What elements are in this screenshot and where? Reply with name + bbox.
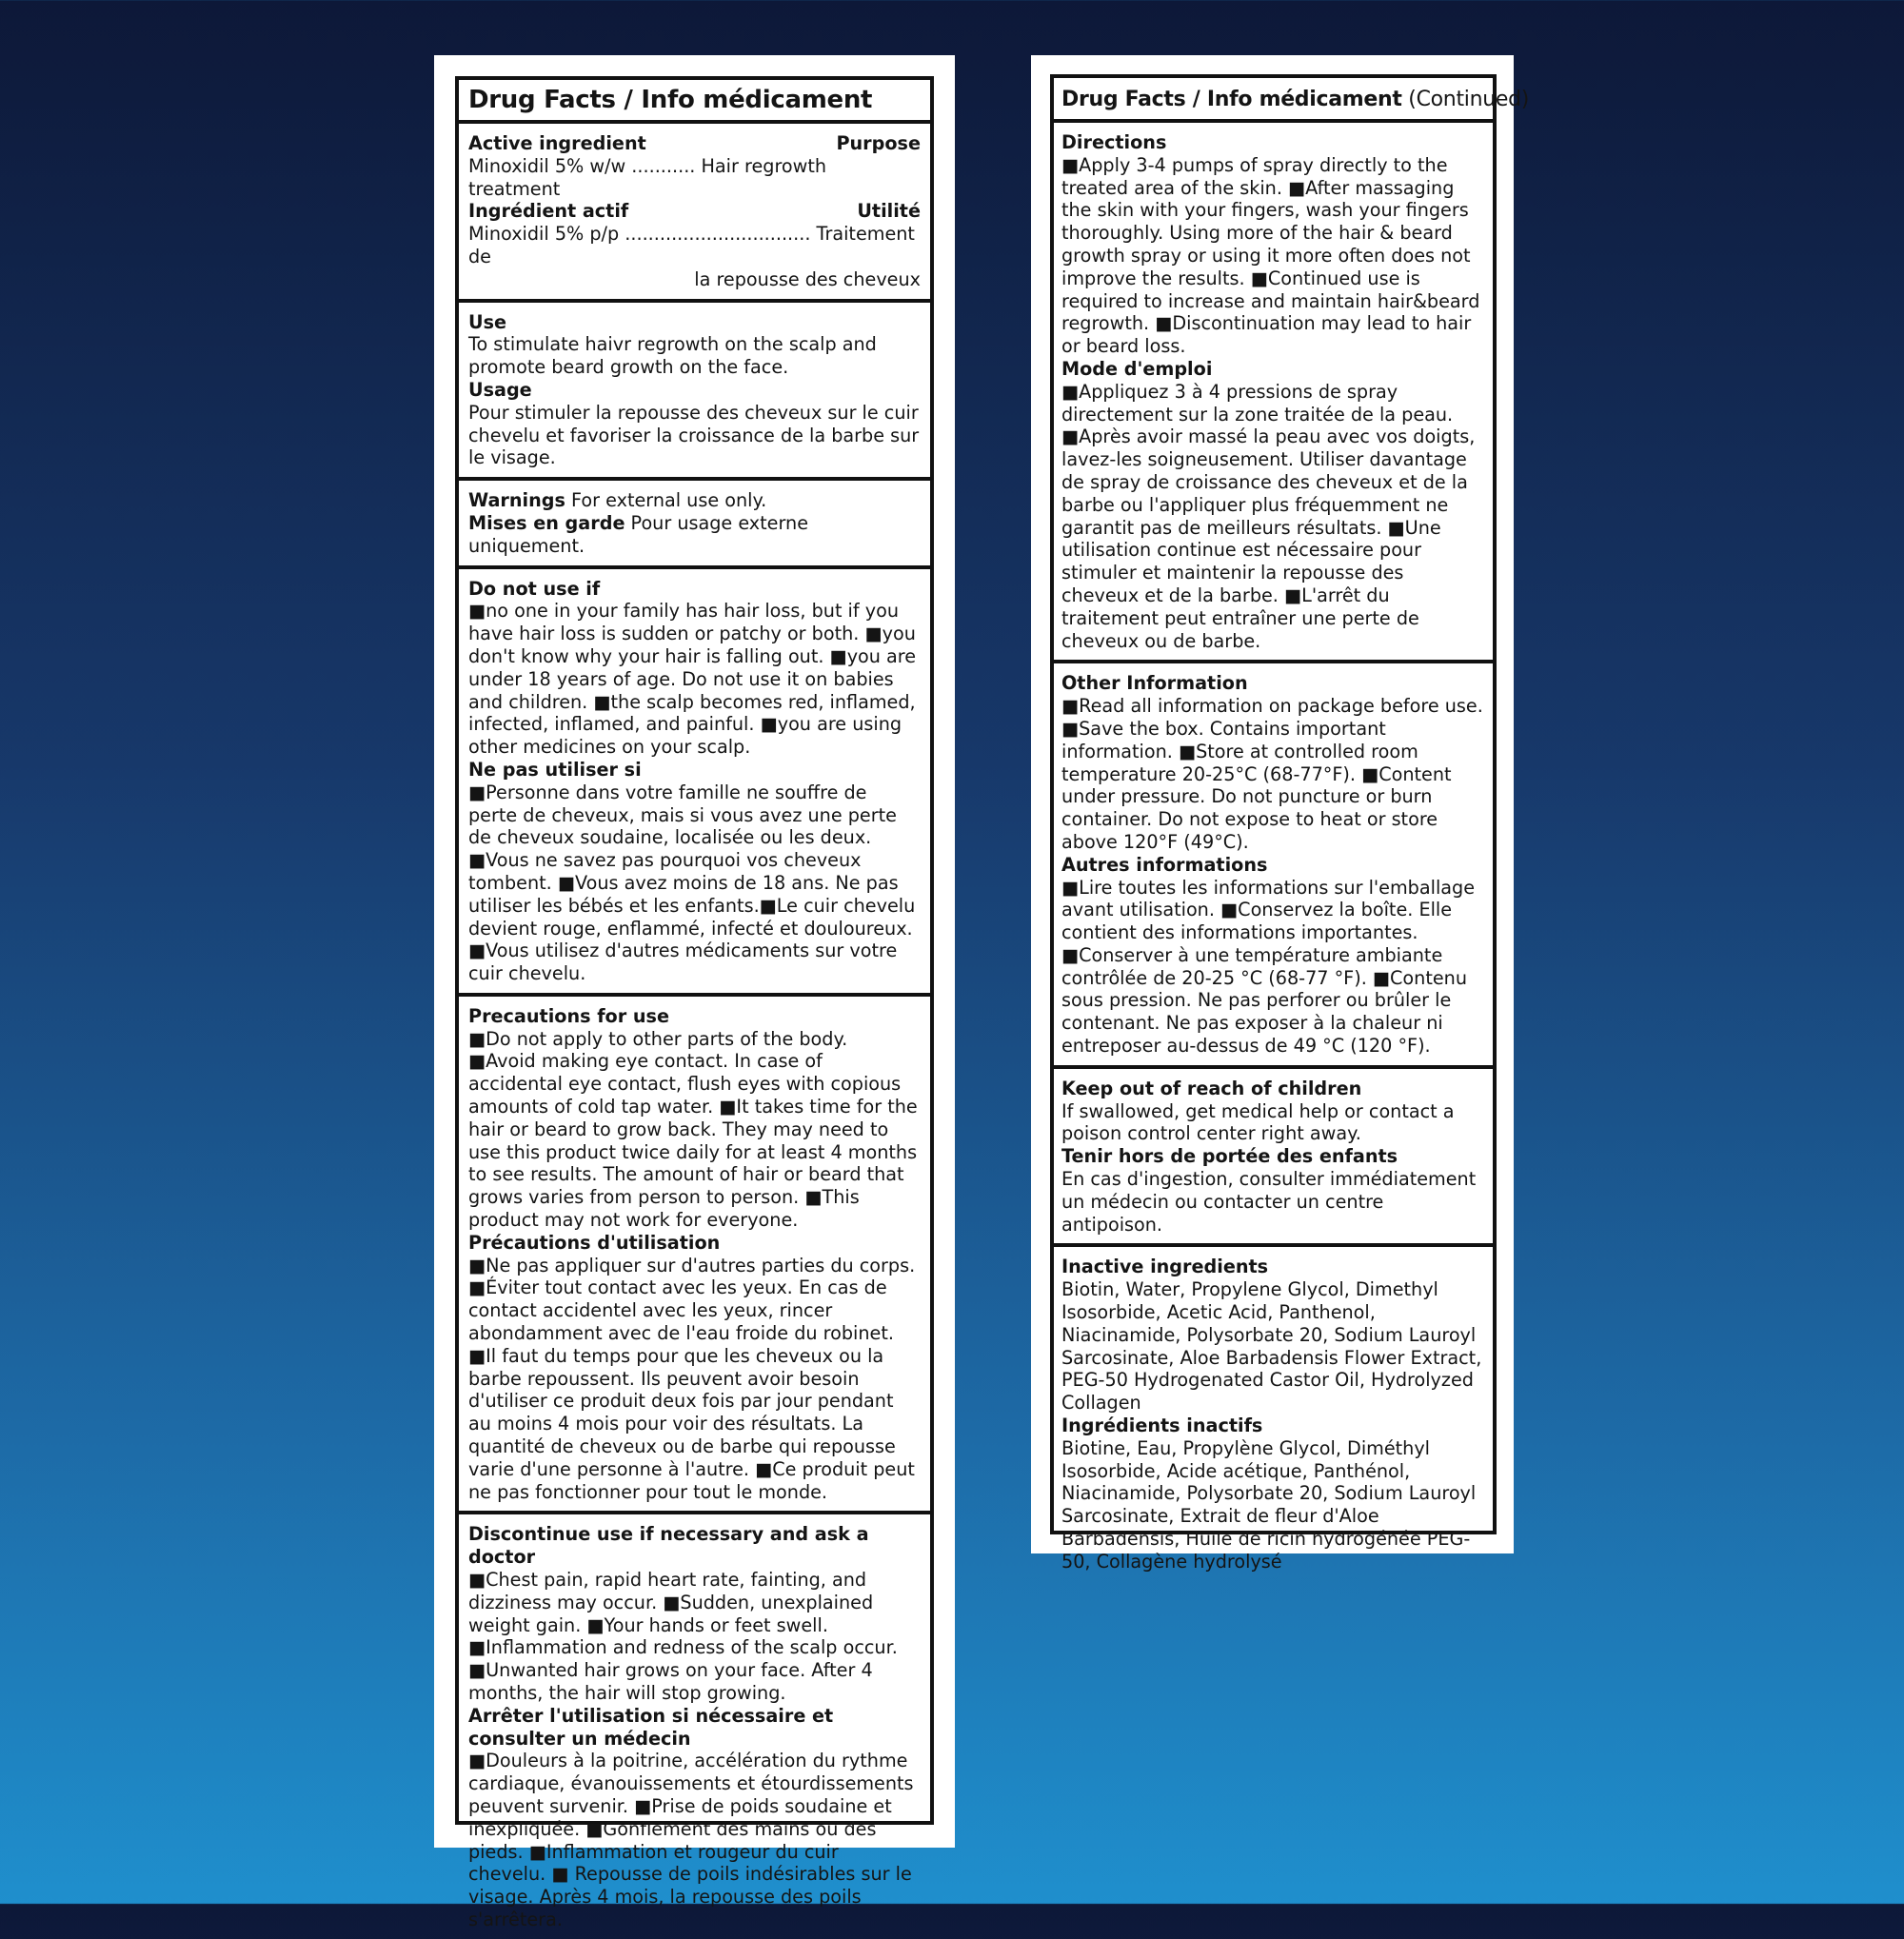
continued-label: (Continued) [1401,88,1530,111]
precautions-fr-text: ■Ne pas appliquer sur d'autres parties du corps. ■Éviter tout contact avec les yeux. En cas de contact accidentel avec les yeux, rincer abondamment avec de l'eau froide du robinet. ■Il faut du temps pour que les cheveux ou la barbe repoussent. Ils peuvent avoir besoin d'utiliser ce produit deux fois par jour pendant au moins 4 mois pour voir des résultats. La quantité de cheveux ou de barbe qui repousse varie d'une personne à l'autre. ■Ce produit peut ne pas fonctionner pour tout le monde. [468,1254,916,1503]
warnings-heading: Warnings [468,489,565,512]
warnings-text: For external use only. [565,489,767,512]
drug-facts-title: Drug Facts / Info médicament [459,80,930,124]
directions-heading: Directions [1061,131,1167,153]
purpose-heading: Purpose [836,132,921,154]
discontinue-section [459,1514,930,1938]
other-info-text: ■Read all information on package before use. ■Save the box. Contains important information. ■Store at controlled room temperature 20-25°C (68-77°F). ■Content under pressure. Do not puncture or burn container. Do not expose to heat or store above 120°F (49°C). [1061,695,1483,853]
mises-en-garde-text: Pour usage externe uniquement. [468,511,808,557]
directions-section [1054,123,1493,663]
inactive-heading: Inactive ingredients [1061,1256,1269,1278]
precautions-heading: Precautions for use [468,1004,669,1027]
use-text: To stimulate haivr regrowth on the scalp and promote beard growth on the face. [468,333,877,379]
do-not-use-heading: Do not use if [468,577,601,600]
inactive-section [1054,1247,1493,1580]
use-heading: Use [468,310,507,333]
ne-pas-utiliser-text: ■Personne dans votre famille ne souffre de perte de cheveux, mais si vous avez une perte de cheveux soudaine, localisée ou les deux. ■Vous ne savez pas pourquoi vos cheveux tombent. ■Vous avez moins de 18 ans. Ne pas utiliser les bébés et les enfants.■Le cuir chevelu devient rouge, enflammé, infecté et douloureux. ■Vous utilisez d'autres médicaments sur votre cuir chevelu. [468,781,916,985]
keep-out-section [1054,1069,1493,1248]
directions-text: ■Apply 3-4 pumps of spray directly to the treated area of the skin. ■After massaging the skin with your fingers, wash your fingers thoroughly. Using more of the hair & beard growth spray or using it more often does not improve the results. ■Continued use is required to increase and maintain hair&beard regrowth. ■Discontinuation may lead to hair or beard loss. [1061,153,1480,358]
active-ingredient-heading: Active ingredient [468,132,646,154]
discontinue-text: ■Chest pain, rapid heart rate, fainting, and dizziness may occur. ■Sudden, unexplained weight gain. ■Your hands or feet swell. ■Inflammation and redness of the scalp occur. ■Unwanted hair grows on your face. After 4 months, the hair will stop growing. [468,1569,898,1704]
active-ingredient-section [459,124,930,303]
mises-en-garde-heading: Mises en garde [468,511,625,534]
do-not-use-text: ■no one in your family has hair loss, but if you have hair loss is sudden or patchy or both. ■you don't know why your hair is falling out. ■you are under 18 years of age. Do not use it on babies and children. ■the scalp becomes red, inflamed, infected, inflamed, and painful. ■you are using other medicines on your scalp. [468,600,917,759]
drug-facts-title-right: Drug Facts / Info médicament [1061,88,1402,111]
drug-facts-title-continued [1054,78,1530,123]
arreter-text: ■Douleurs à la poitrine, accélération du rythme cardiaque, évanouissements et étourdissements peuvent survenir. ■Prise de poids soudaine et inexpliquée. ■Gonflement des mains ou des pieds. ■Inflammation et rougeur du cuir chevelu. ■ Repousse de poils indésirables sur le visage. Après 4 mois, la repousse des poils s'arrêtera. [468,1750,914,1930]
active-ingredient-line-fr-cont: la repousse des cheveux [694,267,921,290]
drug-facts-card-right [1031,55,1530,1573]
mode-emploi-heading: Mode d'emploi [1061,357,1213,380]
precautions-section [459,997,930,1515]
usage-heading: Usage [468,378,532,401]
tenir-hors-heading: Tenir hors de portée des enfants [1061,1145,1398,1168]
discontinue-heading: Discontinue use if necessary and ask a doctor [468,1523,869,1569]
autres-informations-text: ■Lire toutes les informations sur l'emballage avant utilisation. ■Conservez la boîte. Elle contient des informations importantes. ■Conserver à une température ambiante contrôlée de 20-25 °C (68-77 °F). ■Contenu sous pression. Ne pas perforer ou brûler le contenant. Ne pas exposer à la chaleur ni entreposer au-dessus de 49 °C (120 °F). [1061,876,1476,1058]
ingredients-inactifs-text: Biotine, Eau, Propylène Glycol, Diméthyl Isosorbide, Acide acétique, Panthénol, Niacinamide, Polysorbate 20, Sodium Lauroyl Sarcosinate, Extrait de fleur d'Aloe Barbadensis, Huile de ricin hydrogénée PEG-50, Collagène hydrolysé [1061,1436,1477,1573]
drug-facts-panel-right [1050,74,1530,1573]
warnings-line [468,489,921,512]
mises-en-garde-line [468,512,921,558]
tenir-hors-text: En cas d'ingestion, consulter immédiatement un médecin ou contacter un centre antipoison. [1061,1168,1477,1236]
keep-out-text: If swallowed, get medical help or contact a poison control center right away. [1061,1099,1455,1145]
warnings-section [459,481,930,568]
drug-facts-card-left [434,55,955,1930]
autres-informations-heading: Autres informations [1061,853,1268,876]
ingredients-inactifs-heading: Ingrédients inactifs [1061,1415,1263,1437]
precautions-fr-heading: Précautions d'utilisation [468,1231,721,1254]
drug-facts-panel-left [455,76,934,1930]
precautions-text: ■Do not apply to other parts of the body. ■Avoid making eye contact. In case of accidental eye contact, flush eyes with copious amounts of cold tap water. ■It takes time for the hair or beard to grow back. They may need to use this product twice daily for at least 4 months to see results. The amount of hair or beard that grows varies from person to person. ■This product may not work for everyone. [468,1027,918,1232]
ingredient-actif-heading: Ingrédient actif [468,200,629,223]
active-ingredient-line-en: Minoxidil 5% w/w ........... Hair regrowth treatment [468,154,827,200]
usage-text: Pour stimuler la repousse des cheveux sur le cuir chevelu et favoriser la croissance de la barbe sur le visage. [468,401,920,469]
utilite-heading: Utilité [857,200,921,223]
keep-out-heading: Keep out of reach of children [1061,1077,1362,1099]
do-not-use-section [459,569,930,997]
other-info-section [1054,663,1493,1069]
ne-pas-utiliser-heading: Ne pas utiliser si [468,758,642,781]
arreter-heading: Arrêter l'utilisation si nécessaire et consulter un médecin [468,1704,834,1750]
active-ingredient-line-fr: Minoxidil 5% p/p ................................ Traitement de [468,223,915,267]
use-section [459,303,930,482]
mode-emploi-text: ■Appliquez 3 à 4 pressions de spray directement sur la zone traitée de la peau. ■Après avoir massé la peau avec vos doigts, lavez-les soigneusement. Utiliser davantage de spray de croissance des cheveux et de la barbe ou l'appliquer plus fréquemment ne garantit pas de meilleurs résultats. ■Une utilisation continue est nécessaire pour stimuler et maintenir la repousse des cheveux et de la barbe. ■L'arrêt du traitement peut entraîner une perte de cheveux ou de barbe. [1061,380,1476,652]
inactive-text: Biotin, Water, Propylene Glycol, Dimethyl Isosorbide, Acetic Acid, Panthenol, Niacinamide, Polysorbate 20, Sodium Lauroyl Sarcosinate, Aloe Barbadensis Flower Extract, PEG-50 Hydrogenated Castor Oil, Hydrolyzed Collagen [1061,1278,1482,1415]
other-info-heading: Other Information [1061,672,1248,695]
